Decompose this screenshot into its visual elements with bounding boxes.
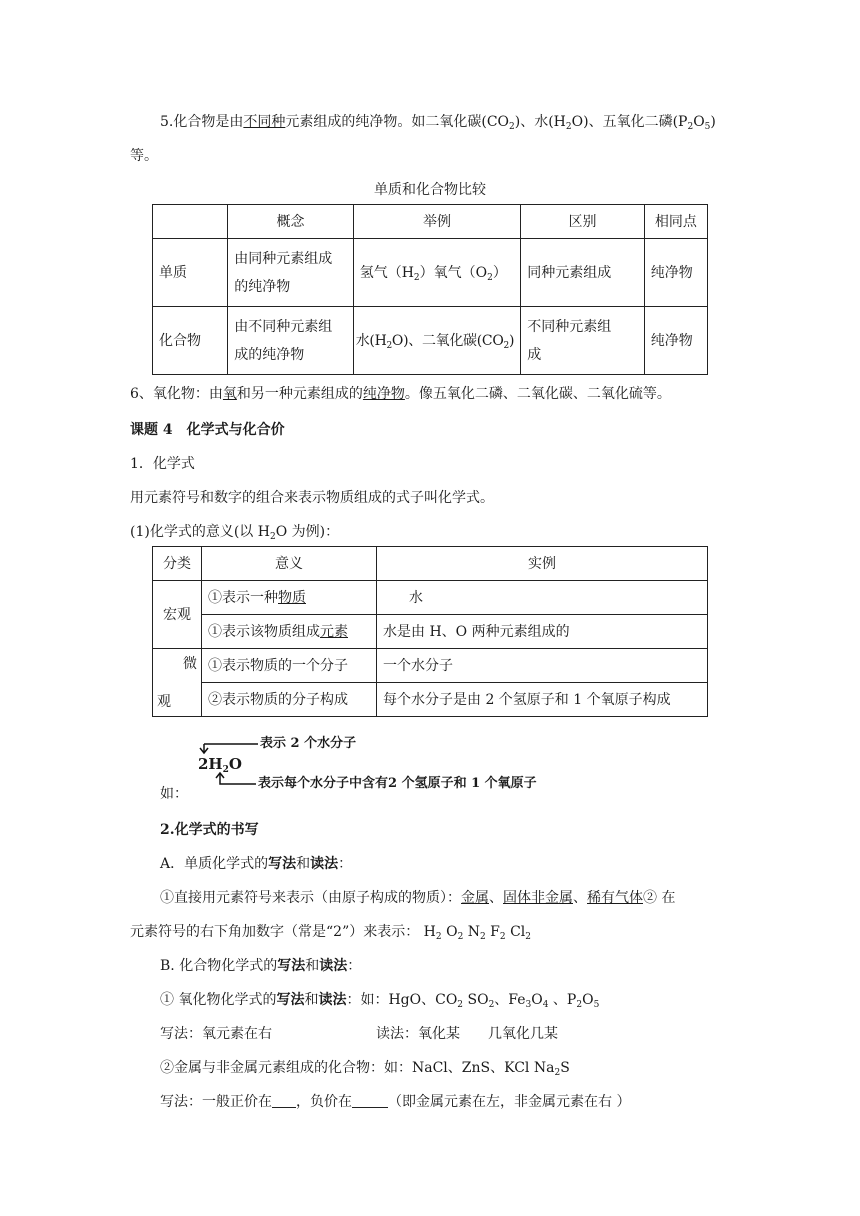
text: 写法：一般正价在: [160, 1094, 272, 1110]
table-cell: [353, 239, 521, 307]
text: ①表示该物质组成: [208, 623, 320, 640]
element-formula-rule-1: [160, 888, 675, 908]
text: ：如：HgO、CO: [346, 992, 458, 1008]
underlined-term: 纯净物: [362, 386, 405, 402]
subscript: 2: [565, 122, 572, 132]
text: ：: [347, 958, 362, 974]
spacer: [157, 678, 197, 688]
text: 、: [489, 890, 503, 906]
row-label: 单质: [153, 239, 228, 307]
cell-line: 成的纯净物: [234, 346, 305, 363]
subscript: 3: [525, 1000, 532, 1010]
table-cell: [228, 307, 353, 375]
text: 氢气（H: [359, 264, 414, 281]
text: F: [485, 924, 500, 940]
cell-line: 由不同种元素组: [234, 318, 333, 335]
table-row: [153, 239, 708, 307]
text: 、: [573, 890, 587, 906]
subscript: 2: [499, 932, 506, 942]
section-title: 1．化学式: [130, 456, 195, 472]
subscript: 2: [488, 1000, 495, 1010]
text: ): [508, 332, 515, 349]
metal-nonmetal-line: [160, 1058, 570, 1078]
text: O)、二氧化碳(CO: [391, 332, 504, 349]
text: 、P: [548, 992, 577, 1008]
underlined-term: 氧: [222, 386, 237, 402]
table-cell: [202, 581, 377, 615]
table-header-row: [153, 205, 708, 239]
text: N: [463, 924, 480, 940]
lesson-title: 课题 4 化学式与化合价: [130, 422, 285, 438]
table-header-row: [153, 547, 708, 581]
category-cell: 宏观: [153, 581, 202, 649]
table-cell: 水是由 H、O 两种元素组成的: [377, 615, 708, 649]
formula-2h2o: [198, 755, 242, 773]
cell-line: 观: [157, 693, 171, 710]
text: B. 化合物化学式的: [160, 958, 278, 974]
text: )、水(H: [514, 114, 566, 130]
bold-term: 写法: [268, 856, 297, 872]
bold-term: 写法: [276, 992, 305, 1008]
subscript: 5: [704, 122, 711, 132]
text: 。像五氧化二磷、二氧化碳、二氧化硫等。: [404, 386, 671, 402]
table-cell: 同种元素组成: [521, 239, 644, 307]
text: O)、五氧化二磷(P: [571, 114, 688, 130]
text: O 为例)：: [275, 524, 340, 540]
category-cell: [153, 649, 202, 717]
text: 写法：氧元素在右: [160, 1026, 272, 1042]
text: A．单质化学式的: [160, 856, 269, 872]
table-cell: 水: [377, 581, 708, 615]
table-cell: 一个水分子: [377, 649, 708, 683]
text: ① 氧化物化学式的: [160, 992, 277, 1008]
text: 水(H: [355, 332, 387, 349]
text: ，负价在: [296, 1094, 352, 1110]
paragraph-compound-definition: [160, 112, 716, 132]
bold-term: 写法: [277, 958, 306, 974]
table-header-cell: [153, 205, 228, 239]
definition-text: 用元素符号和数字的组合来表示物质组成的式子叫化学式。: [130, 490, 494, 506]
table-cell: 纯净物: [644, 239, 707, 307]
table-cell: [521, 307, 644, 375]
diagram-label-bottom: 表示每个水分子中含有2 个氢原子和 1 个氧原子: [258, 776, 537, 791]
text: 和: [304, 992, 319, 1008]
subscript: 5: [593, 1000, 600, 1010]
subscript: 2: [413, 272, 420, 283]
table-row: [153, 683, 708, 717]
text: 2H: [198, 755, 223, 773]
subsection-a-title: [160, 854, 352, 874]
text: O: [531, 992, 543, 1008]
table-cell: 纯净物: [644, 307, 707, 375]
fill-blank[interactable]: [352, 1093, 388, 1108]
text: SO: [463, 992, 489, 1008]
cell-line: 的纯净物: [234, 278, 291, 295]
formula-diagram: [196, 736, 616, 796]
bold-term: 读法: [319, 958, 348, 974]
table-row: [153, 307, 708, 375]
text: ）氧气（O: [419, 264, 488, 281]
paragraph-oxide-definition: [130, 384, 671, 404]
table-cell: [202, 615, 377, 649]
table-cell: ②表示物质的分子构成: [202, 683, 377, 717]
table-row: [153, 615, 708, 649]
subscript: 2: [457, 932, 464, 942]
text: ): [710, 114, 716, 130]
row-label: 化合物: [153, 307, 228, 375]
text: 读法：氧化某 几氧化几某: [376, 1026, 558, 1042]
underlined-term: 稀有气体: [587, 890, 643, 906]
subscript: 2: [509, 122, 515, 132]
table-header-cell: 区别: [521, 205, 644, 239]
subscript: 2: [487, 272, 493, 283]
valence-write-rule: [160, 1092, 630, 1112]
table-row: [153, 581, 708, 615]
cell-line: 成: [527, 346, 542, 363]
text: 6、氧化物：由: [130, 386, 223, 402]
text: 元素组成的纯净物。如二氧化碳(CO: [285, 114, 510, 130]
text: 和另一种元素组成的: [236, 386, 363, 402]
text: O: [228, 755, 242, 773]
text: (1)化学式的意义(以 H: [130, 524, 270, 540]
cell-line: 不同种元素组: [527, 318, 612, 335]
text: ② 在: [643, 890, 676, 906]
comparison-table: [152, 204, 708, 375]
subscript: 2: [480, 932, 486, 942]
text: S: [560, 1060, 570, 1076]
example-prefix: 如：: [160, 786, 188, 802]
underlined-term: 固体非金属: [503, 890, 573, 906]
formula-meaning-table: [152, 546, 708, 717]
text: ②金属与非金属元素组成的化合物：如：NaCl、ZnS、KCl Na: [160, 1060, 555, 1076]
text: O: [582, 992, 594, 1008]
table-cell: [353, 307, 521, 375]
table-caption: 单质和化合物比较: [374, 182, 486, 198]
text: O: [441, 924, 458, 940]
subsection-b-title: [160, 956, 361, 976]
underlined-term: 元素: [320, 623, 348, 640]
table-row: [153, 649, 708, 683]
text: 、Fe: [494, 992, 526, 1008]
text: 元素符号的右下角加数字（常是“2”）来表示： H: [130, 924, 436, 940]
text: 和: [305, 958, 320, 974]
underlined-term: 金属: [461, 890, 489, 906]
oxide-write-rule: [160, 1024, 558, 1044]
text: 5.化合物是由: [160, 114, 244, 130]
bold-term: 读法: [310, 856, 339, 872]
table-header-cell: 概念: [228, 205, 353, 239]
subscript: 2: [269, 532, 276, 542]
table-header-cell: 分类: [153, 547, 202, 581]
underlined-term: 不同种: [243, 114, 286, 130]
subscript: 4: [542, 1000, 549, 1010]
text: ①表示一种: [208, 589, 278, 606]
subscript: 2: [576, 1000, 583, 1010]
text: O: [693, 114, 705, 130]
subscript: 2: [687, 122, 694, 132]
bold-term: 读法: [318, 992, 347, 1008]
text: ）: [492, 264, 507, 281]
section-title: 2.化学式的书写: [160, 822, 259, 838]
text: ①直接用元素符号来表示（由原子构成的物质）：: [160, 890, 461, 906]
cell-line: 由同种元素组成: [234, 250, 333, 267]
cell-line: 微: [183, 655, 197, 672]
subscript: 2: [525, 932, 532, 942]
table-cell: [228, 239, 353, 307]
table-intro: [130, 522, 339, 542]
paragraph-continuation: 等。: [130, 148, 158, 164]
subscript: 2: [554, 1068, 561, 1078]
table-header-cell: 实例: [377, 547, 708, 581]
subscript: 2: [222, 765, 229, 775]
text: （即金属元素在左，非金属元素在右 ）: [388, 1094, 631, 1110]
table-header-cell: 意义: [202, 547, 377, 581]
table-header-cell: 举例: [353, 205, 521, 239]
subscript: 2: [435, 932, 442, 942]
text: Cl: [505, 924, 526, 940]
text: 和: [296, 856, 311, 872]
fill-blank[interactable]: [272, 1093, 296, 1108]
underlined-term: 物质: [278, 589, 306, 606]
text: ：: [338, 856, 353, 872]
subscript: 2: [503, 340, 509, 351]
oxide-formula-line: [160, 990, 599, 1010]
table-cell: ①表示物质的一个分子: [202, 649, 377, 683]
table-header-cell: 相同点: [644, 205, 707, 239]
table-cell: 每个水分子是由 2 个氢原子和 1 个氧原子构成: [377, 683, 708, 717]
subscript: 2: [386, 340, 392, 351]
diagram-label-top: 表示 2 个水分子: [260, 736, 357, 751]
subscript: 2: [457, 1000, 464, 1010]
element-formula-rule-2: [130, 922, 531, 942]
